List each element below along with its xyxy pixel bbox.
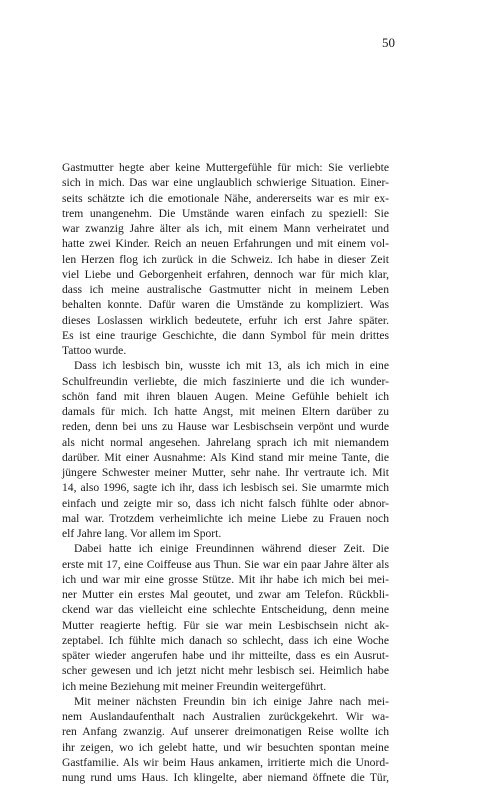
text-line: als nicht normal angesehen. Jahrelang sprach ich mit niemandem (62, 435, 389, 449)
text-line: Gastmutter hegte aber keine Muttergefühle für mich: Sie verliebte (62, 161, 389, 174)
text-line: mal war. Trotzdem verheimlichte ich meine Liebe zu Frauen noch (62, 511, 389, 525)
text-line: ner Mutter ein erstes Mal geoutet, und zwar am Telefon. Rückbli- (62, 588, 389, 601)
body-text (62, 160, 389, 785)
text-line: erste mit 17, eine Coiffeuse aus Thun. Sie war ein paar Jahre älter als (62, 557, 389, 571)
text-line: später wieder angerufen habe und ihr mitteilte, dass es ein Ausrut- (62, 649, 389, 662)
text-line: zeptabel. Ich fühlte mich danach so schlecht, dass ich eine Woche (62, 633, 389, 647)
text-line: dieses Loslassen wirklich bedeutete, erfuhr ich erst Jahre später. (62, 313, 389, 327)
text-line: 14, also 1996, sagte ich ihr, dass ich lesbisch sei. Sie umarmte mich (62, 481, 389, 495)
text-line: schön fand mit ihren blauen Augen. Meine Gefühle behielt ich (62, 389, 389, 403)
text-line: Tattoo wurde. (62, 344, 127, 357)
text-line: Mit meiner nächsten Freundin bin ich einige Jahre nach mei- (74, 694, 389, 708)
text-line: behalten konnte. Dafür waren die Umstände zu kompliziert. Was (62, 298, 389, 312)
text-line: len Herzen flog ich zurück in die Schweiz. Ich habe in dieser Zeit (62, 252, 389, 266)
page-number: 50 (382, 35, 395, 50)
text-line: reden, denn bei uns zu Hause war Lesbischsein verpönt und wurde (62, 420, 389, 434)
text-line: Schulfreundin verliebte, die mich faszinierte und die ich wunder- (62, 374, 389, 388)
text-line: damals für mich. Ich hatte Angst, mit meinen Eltern darüber zu (62, 405, 389, 418)
text-line: seits schätzte ich die emotionale Nähe, andererseits war es mir ex- (62, 191, 389, 205)
text-line: Dabei hatte ich einige Freundinnen während dieser Zeit. Die (74, 542, 389, 556)
text-line: jüngere Schwester meiner Mutter, sehr nahe. Ihr vertraute ich. Mit (62, 466, 389, 479)
text-line: Mutter reagierte heftig. Für sie war mein Lesbischsein nicht ak- (62, 618, 389, 632)
text-line: trem unangenehm. Die Umstände waren einfach zu speziell: Sie (62, 206, 389, 220)
text-line: hatte zwei Kinder. Reich an neuen Erfahrungen und mit einem vol- (62, 237, 389, 251)
text-line: ich meine Beziehung mit meiner Freundin weitergeführt. (62, 679, 327, 693)
text-line: scher gewesen und ich jetzt nicht mehr lesbisch sei. Heimlich habe (62, 664, 389, 678)
text-line: ren Anfang zwanzig. Auf unserer dreimonatigen Reise wollte ich (62, 725, 389, 739)
text-line: darüber. Mit einer Ausnahme: Als Kind stand mir meine Tante, die (62, 450, 389, 464)
text-line: elf Jahre lang. Vor allem im Sport. (62, 527, 222, 540)
text-line: viel Liebe und Geborgenheit erfahren, dennoch war für mich klar, (62, 267, 389, 281)
text-line: ich und war mir eine grosse Stütze. Mit ihr habe ich mich bei mei- (62, 572, 389, 586)
text-line: nem Auslandaufenthalt nach Australien zurückgekehrt. Wir wa- (62, 710, 389, 723)
text-line: Es ist eine traurige Geschichte, die dann Symbol für mein drittes (62, 328, 389, 342)
text-line: einfach und zeigte mir so, dass ich nicht falsch fühlte oder abnor- (62, 496, 389, 510)
text-line: Dass ich lesbisch bin, wusste ich mit 13, als ich mich in eine (74, 359, 389, 373)
text-line: dass ich meine australische Gastmutter nicht in meinem Leben (62, 283, 389, 296)
text-line: war zwanzig Jahre älter als ich, mit einem Mann verheiratet und (62, 222, 389, 235)
text-line: ihr zeigen, wo ich gelebt hatte, und wir besuchten spontan meine (62, 740, 389, 754)
text-line: ckend war das vielleicht eine schlechte Entscheidung, denn meine (62, 603, 389, 617)
text-line: Gastfamilie. Als wir beim Haus ankamen, irritierte mich die Unord- (62, 755, 389, 769)
text-line: nung rund ums Haus. Ich klingelte, aber niemand öffnete die Tür, (62, 771, 389, 784)
text-line: sich in mich. Das war eine unglaublich schwierige Situation. Einer- (62, 176, 389, 190)
